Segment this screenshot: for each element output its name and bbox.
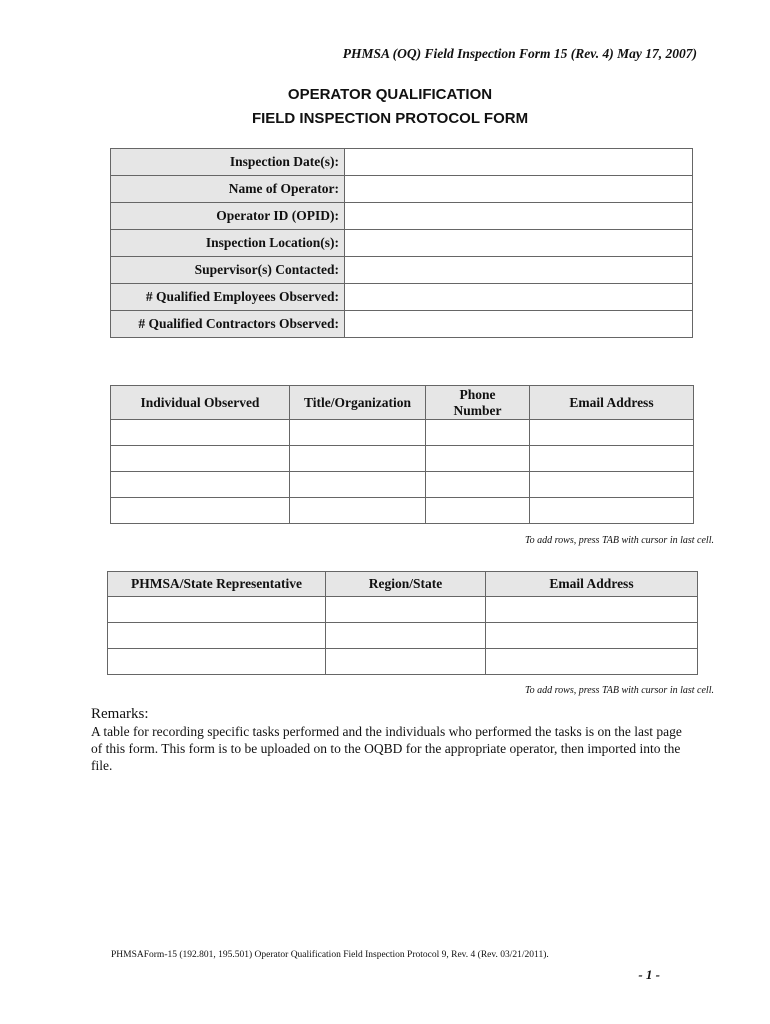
info-value-field[interactable] [345,230,693,257]
table-cell[interactable] [486,597,698,623]
table-cell[interactable] [486,623,698,649]
table-cell[interactable] [486,649,698,675]
info-row [111,311,693,338]
info-label: Inspection Date(s): [111,149,345,176]
info-value-field[interactable] [345,176,693,203]
footer-text: PHMSAForm-15 (192.801, 195.501) Operator Qualification Field Inspection Protocol 9, Rev. 4 (Rev. 03/21/2011). [111,950,549,960]
table-row [111,472,694,498]
table-cell[interactable] [426,498,530,524]
add-rows-note-individuals: To add rows, press TAB with cursor in last cell. [524,535,714,546]
table-cell[interactable] [108,649,326,675]
info-row [111,230,693,257]
table-cell[interactable] [326,649,486,675]
info-value-field[interactable] [345,149,693,176]
table-cell[interactable] [111,446,290,472]
remarks-colon: : [144,706,149,722]
info-row [111,203,693,230]
header-individual-observed: Individual Observed [111,386,290,420]
table-cell[interactable] [111,420,290,446]
remarks-text: A table for recording specific tasks performed and the individuals who performed the tasks is on the last page of this form. This form is to be uploaded on to the OQBD for the appropriate operator, then imported into the file. [91,724,682,773]
page-number: - 1 - [638,967,660,982]
info-value-field[interactable] [345,284,693,311]
remarks-heading: Remarks [91,706,145,722]
table-row [108,623,698,649]
info-row [111,149,693,176]
info-row [111,284,693,311]
table-cell[interactable] [326,623,486,649]
table-row [108,597,698,623]
table-cell[interactable] [530,420,694,446]
info-row [111,176,693,203]
table-cell[interactable] [530,498,694,524]
table-cell[interactable] [111,498,290,524]
remarks-section [91,705,691,774]
header-phone-number [426,386,530,420]
table-cell[interactable] [290,446,426,472]
info-label: Name of Operator: [111,176,345,203]
phone-header-line-1: Phone [459,386,496,402]
table-row [108,649,698,675]
info-value-field[interactable] [345,203,693,230]
inspection-info-table [110,148,693,338]
header-email-address: Email Address [530,386,694,420]
table-cell[interactable] [108,597,326,623]
form-title-line-2: FIELD INSPECTION PROTOCOL FORM [251,110,529,127]
table-cell[interactable] [326,597,486,623]
info-value-field[interactable] [345,257,693,284]
table-cell[interactable] [426,472,530,498]
table-cell[interactable] [290,498,426,524]
info-label: # Qualified Contractors Observed: [111,311,345,338]
table-cell[interactable] [426,420,530,446]
table-cell[interactable] [108,623,326,649]
table-cell[interactable] [530,472,694,498]
header-region-state: Region/State [326,572,486,597]
form-title-line-1: OPERATOR QUALIFICATION [287,86,493,103]
add-rows-note-representatives: To add rows, press TAB with cursor in last cell. [524,685,714,696]
table-row [111,446,694,472]
table-row [111,498,694,524]
document-header: PHMSA (OQ) Field Inspection Form 15 (Rev. 4) May 17, 2007) [342,46,697,61]
table-cell[interactable] [290,472,426,498]
table-cell[interactable] [111,472,290,498]
info-label: Supervisor(s) Contacted: [111,257,345,284]
info-row [111,257,693,284]
info-label: Inspection Location(s): [111,230,345,257]
header-phmsa-state-representative: PHMSA/State Representative [108,572,326,597]
info-value-field[interactable] [345,311,693,338]
table-cell[interactable] [426,446,530,472]
table-cell[interactable] [530,446,694,472]
representatives-table [107,571,698,675]
info-label: Operator ID (OPID): [111,203,345,230]
table-row [111,420,694,446]
individuals-observed-table [110,385,694,524]
phone-header-line-2: Number [453,402,502,418]
header-email-address-rep: Email Address [486,572,698,597]
table-cell[interactable] [290,420,426,446]
header-title-organization: Title/Organization [290,386,426,420]
info-label: # Qualified Employees Observed: [111,284,345,311]
